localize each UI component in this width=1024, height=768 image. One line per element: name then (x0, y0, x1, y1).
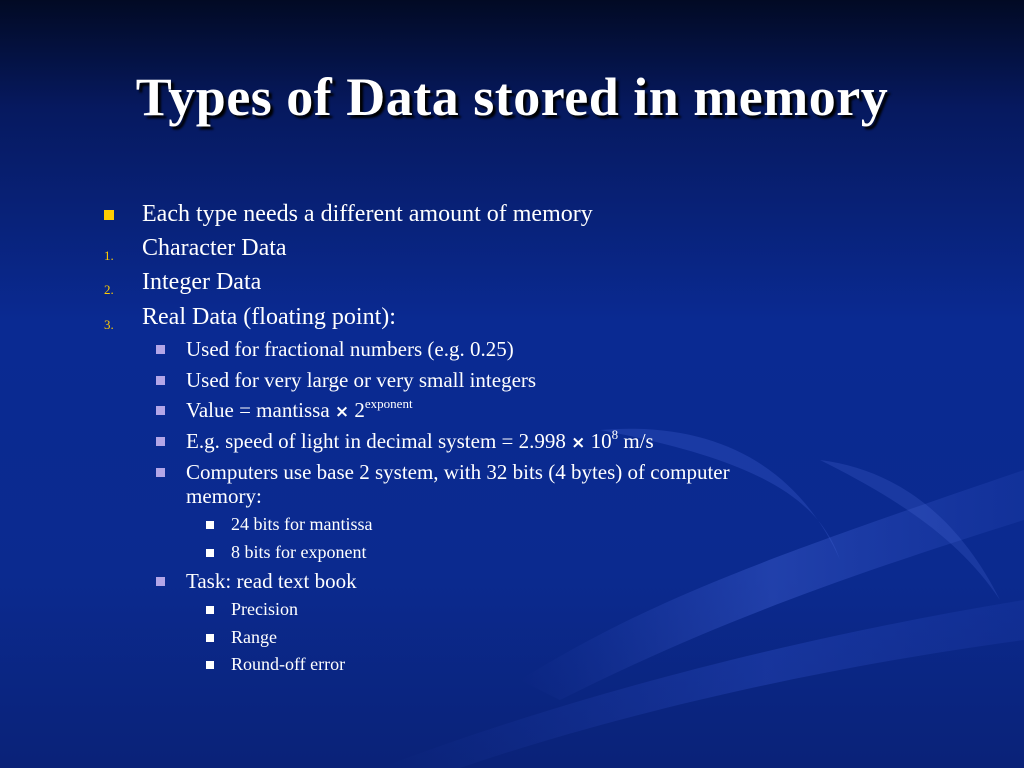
level3-text: Range (231, 627, 277, 647)
times-symbol: × (334, 402, 350, 422)
level3-bullet-exponent (231, 542, 366, 563)
numbered-item-3 (104, 303, 396, 332)
numbered-item-text: Real Data (floating point): (142, 304, 396, 330)
sub-bullet-value (186, 398, 413, 424)
bullet-intro (142, 200, 593, 228)
square-bullet-icon (156, 345, 165, 354)
level3-text: Round-off error (231, 654, 346, 674)
value-base: 2 (349, 398, 365, 422)
square-bullet-icon (156, 376, 165, 385)
sub-bullet-large-small (186, 368, 536, 392)
bullet-intro-text: Each type needs a different amount of memory (142, 201, 593, 227)
sub-bullet-text: Computers use base 2 system, with 32 bits (4 bytes) of computer (186, 460, 730, 484)
sub-bullet-text: Task: read text book (186, 569, 357, 593)
times-symbol: × (571, 433, 586, 453)
sub-bullet-task (186, 569, 357, 593)
numbered-item-text: Integer Data (142, 269, 262, 295)
speed-suffix: m/s (618, 429, 654, 453)
level3-bullet-range (231, 627, 277, 648)
level3-bullet-mantissa (231, 514, 373, 535)
sub-bullet-fractional (186, 337, 514, 361)
slide-title: Types of Data stored in memory (135, 67, 889, 127)
square-bullet-icon (156, 406, 165, 415)
level3-text: 8 bits for exponent (231, 542, 367, 562)
level3-bullet-precision (231, 599, 298, 620)
square-bullet-icon (206, 521, 214, 529)
sub-bullet-computers-cont (186, 484, 262, 508)
level3-text: 24 bits for mantissa (231, 514, 373, 534)
number-marker: 1. (104, 248, 114, 263)
speed-exponent: 8 (611, 427, 619, 442)
sub-bullet-text: memory: (186, 484, 262, 508)
numbered-item-2 (104, 268, 262, 297)
square-bullet-icon (156, 437, 165, 446)
numbered-item-text: Character Data (142, 235, 287, 261)
square-bullet-icon (156, 468, 165, 477)
square-bullet-icon (206, 606, 214, 614)
sub-bullet-speed (186, 429, 654, 455)
square-bullet-icon (206, 661, 214, 669)
sub-bullet-text: Used for fractional numbers (e.g. 0.25) (186, 337, 514, 361)
level3-text: Precision (231, 599, 298, 619)
level3-bullet-roundoff (231, 654, 345, 675)
number-marker: 2. (104, 282, 114, 297)
square-bullet-icon (206, 549, 214, 557)
square-bullet-icon (104, 210, 114, 220)
value-exponent: exponent (364, 396, 413, 411)
speed-base: 10 (585, 429, 612, 453)
speed-prefix: E.g. speed of light in decimal system = 2.998 (186, 429, 572, 453)
sub-bullet-computers (186, 460, 730, 484)
value-prefix: Value = mantissa (186, 398, 335, 422)
number-marker: 3. (104, 317, 114, 332)
numbered-item-1 (104, 234, 287, 263)
sub-bullet-text: Used for very large or very small integers (186, 368, 537, 392)
square-bullet-icon (156, 577, 165, 586)
square-bullet-icon (206, 634, 214, 642)
